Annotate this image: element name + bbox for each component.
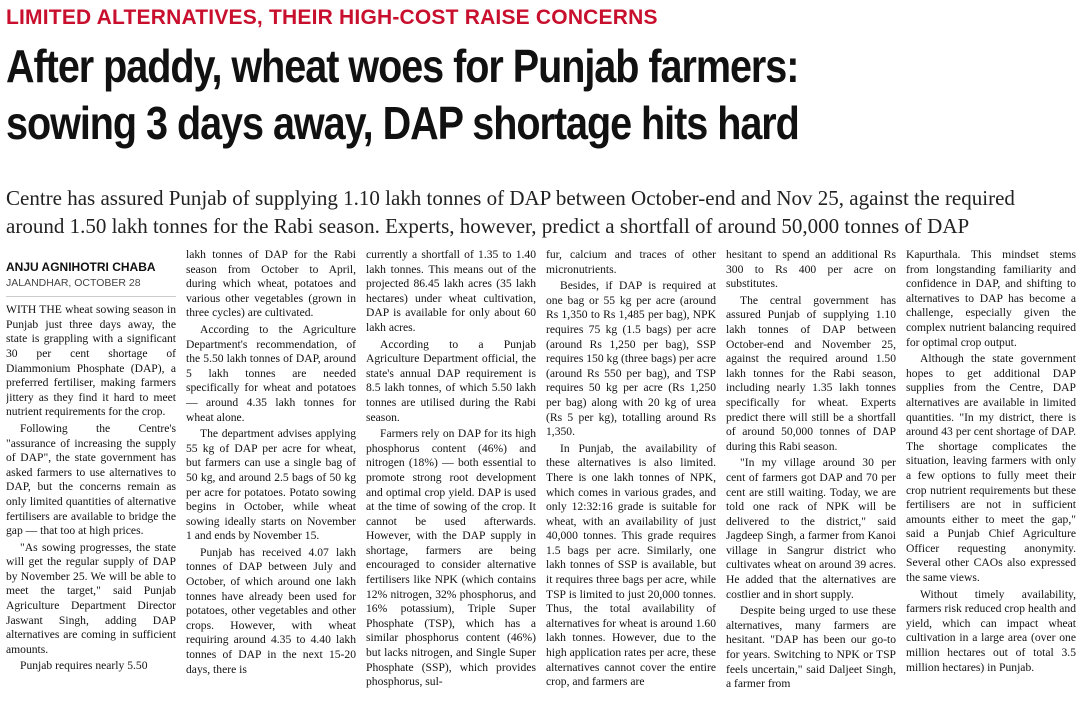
headline	[6, 38, 1072, 152]
paragraph: According to a Punjab Agriculture Department official, the state's annual DAP requirement is 8.5 lakh tonnes, of which 5.50 lakh tonnes are utilised during the Rabi season.	[366, 337, 536, 424]
column-3	[366, 248, 536, 720]
paragraph: Punjab has received 4.07 lakh tonnes of DAP between July and October, of which around one lakh tonnes have already been used for potatoes, other vegetables and other crops. However, with wheat requiring around 4.35 to 4.40 lakh tonnes of DAP in the next 15-20 days, there is	[186, 545, 356, 676]
article-columns	[6, 248, 1076, 720]
paragraph: Farmers rely on DAP for its high phosphorus content (46%) and nitrogen (18%) — both essential to promote strong root development and optimal crop yield. DAP is used at the time of sowing of the crop. It cannot be used afterwards. However, with the DAP supply in shortage, farmers are being encouraged to consider alternative fertilisers like NPK (which contains 12% nitrogen, 32% phosphorus, and 16% potassium), Triple Super Phosphate (TSP), which has a similar phosphorus content (46%) but lacks nitrogen, and Single Super Phosphate (SSP), which provides phosphorus, sul-	[366, 427, 536, 689]
paragraph: "As sowing progresses, the state will get the regular supply of DAP by November 25. We will be able to meet the target," said Punjab Agriculture Department Director Jaswant Singh, adding DAP alternatives are coming in sufficient amounts.	[6, 540, 176, 656]
column-5	[726, 248, 896, 720]
paragraph: WITH THE wheat sowing season in Punjab just three days away, the state is grappling with a significant 30 per cent shortage of Diammonium Phosphate (DAP), a preferred fertiliser, making farmers jittery as they find it hard to meet nutrient requirements for the crop.	[6, 303, 176, 419]
paragraph: lakh tonnes of DAP for the Rabi season from October to April, during which wheat, potatoes and various other vegetables (grown in three cycles) are cultivated.	[186, 248, 356, 320]
column-1	[6, 248, 176, 720]
byline: ANJU AGNIHOTRI CHABA	[6, 260, 156, 274]
headline-line-2: sowing 3 days away, DAP shortage hits hard	[6, 97, 799, 149]
paragraph: Without timely availability, farmers risk reduced crop health and yield, which can impact wheat cultivation in a large area (over one million hectares out of total 3.5 million hectares) in Punjab.	[906, 587, 1076, 674]
paragraph: According to the Agriculture Department's recommendation, of the 5.50 lakh tonnes of DAP, around 5 lakh tonnes are needed specifically for wheat and potatoes — around 4.35 lakh tonnes for wheat alone.	[186, 322, 356, 424]
column-2	[186, 248, 356, 720]
paragraph: Despite being urged to use these alternatives, many farmers are hesitant. "DAP has been our go-to for years. Switching to NPK or TSP feels uncertain," said Daljeet Singh, a farmer from	[726, 604, 896, 691]
paragraph: Kapurthala. This mindset stems from longstanding familiarity and confidence in DAP, and shifting to alternatives to DAP has become a challenge, especially given the complex nutrient balancing required for optimal crop output.	[906, 248, 1076, 349]
deck: Centre has assured Punjab of supplying 1.10 lakh tonnes of DAP between October-end and Nov 25, against the required around 1.50 lakh tonnes for the Rabi season. Experts, however, predict a shortfall of around 50,000 tonnes of DAP	[6, 186, 1015, 238]
paragraph: fur, calcium and traces of other micronutrients.	[546, 248, 716, 276]
paragraph: Although the state government hopes to get additional DAP supplies from the Centre, DAP alternatives are available in limited quantities. "In my district, there is around 43 per cent shortage of DAP. The shortage complicates the situation, leaving farmers with only a few options to fully meet their crop nutrient requirements but these fertilisers are not in sufficient amounts either to meet the gap," said a Punjab Chief Agriculture Officer requesting anonymity. Several other CAOs also expressed the same views.	[906, 352, 1076, 585]
byline-rule	[6, 296, 176, 297]
paragraph: Besides, if DAP is required at one bag or 55 kg per acre (around Rs 1,350 to Rs 1,485 per bag), NPK requires 75 kg (1.5 bags) per acre (around Rs 1,250 per bag), SSP requires 150 kg (three bags) per acre (around Rs 550 per bag), and TSP requires 50 kg per acre (Rs 1,250 per bag) along with 20 kg of urea (Rs 5 per kg), totalling around Rs 1,350.	[546, 279, 716, 439]
paragraph: hesitant to spend an additional Rs 300 to Rs 400 per acre on substitutes.	[726, 248, 896, 291]
paragraph: Following the Centre's "assurance of increasing the supply of DAP", the state government has asked farmers to use alternatives to DAP, but the concerns remain as only limited quantities of alternative fertilisers are available to bridge the gap — that too at high prices.	[6, 421, 176, 538]
paragraph: The central government has assured Punjab of supplying 1.10 lakh tonnes of DAP between October-end and November 25, against the required around 1.50 lakh tonnes for the Rabi season, including nearly 1.35 lakh tonnes specifically for wheat. Experts predict there will still be a shortfall of around 50,000 tonnes of DAP during this Rabi season.	[726, 293, 896, 453]
headline-line-1: After paddy, wheat woes for Punjab farmers:	[6, 40, 799, 92]
column-4	[546, 248, 716, 720]
paragraph: In Punjab, the availability of these alternatives is also limited. There is one lakh tonnes of NPK, which comes in various grades, and only 12:32:16 grade is suitable for wheat, with an availability of just 40,000 tonnes. This grade requires 1.5 bags per acre. Similarly, one lakh tonnes of SSP is available, but it requires three bags per acre, while TSP is limited to just 20,000 tonnes. Thus, the total availability of alternatives for wheat is around 1.60 lakh tonnes. However, due to the high application rates per acre, these alternatives cannot cover the entire crop, and farmers are	[546, 441, 716, 689]
paragraph: "In my village around 30 per cent of farmers got DAP and 70 per cent are still waiting. Today, we are told one rack of NPK will be delivered to the district," said Jagdeep Singh, a farmer from Kanoi village in Sangrur district who cultivates wheat on around 39 acres. He added that the alternatives are costlier and in short supply.	[726, 456, 896, 601]
paragraph: Punjab requires nearly 5.50	[20, 659, 148, 673]
column-6	[906, 248, 1076, 720]
paragraph: currently a shortfall of 1.35 to 1.40 lakh tonnes. This means out of the projected 86.45 lakh acres (35 lakh hectares) under wheat cultivation, DAP is available for only about 60 lakh acres.	[366, 248, 536, 334]
paragraph: The department advises applying 55 kg of DAP per acre for wheat, but farmers can use a single bag of 50 kg, and around 2.5 bags of 50 kg per acre for potatoes. Potato sowing begins in October, while wheat sowing ideally starts on November 1 and ends by November 15.	[186, 427, 356, 543]
dateline: JALANDHAR, OCTOBER 28	[6, 276, 141, 289]
kicker: LIMITED ALTERNATIVES, THEIR HIGH-COST RAISE CONCERNS	[6, 6, 658, 29]
